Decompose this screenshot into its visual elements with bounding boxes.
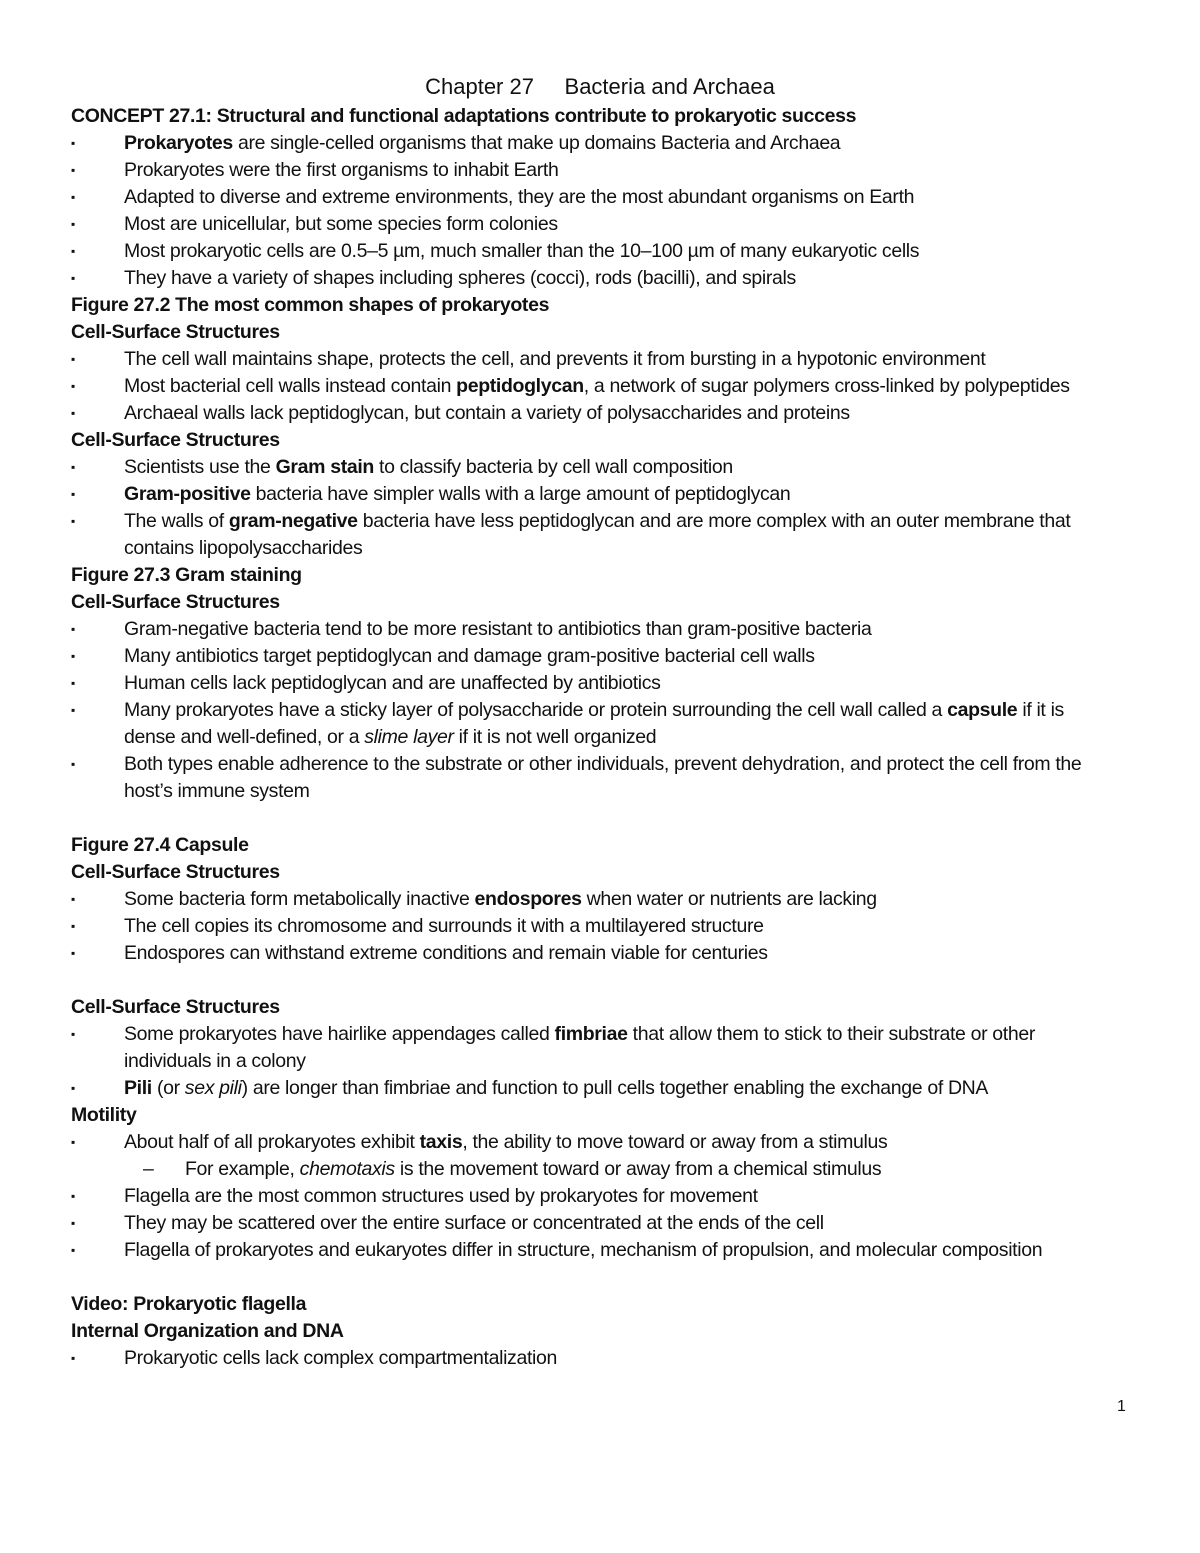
section-heading (71, 1291, 1131, 1318)
bullet-icon: ▪ (71, 352, 75, 366)
section-heading (71, 859, 1131, 886)
text-run: Most are unicellular, but some species form colonies (124, 213, 558, 235)
bullet-continuation (71, 1048, 1131, 1075)
bullet-icon: ▪ (71, 163, 75, 177)
bullet-icon: ▪ (71, 1243, 75, 1257)
section-heading (71, 562, 1131, 589)
text-run: Internal Organization and DNA (71, 1320, 344, 1342)
text-run: bacteria have less peptidoglycan and are more complex with an outer membrane that (357, 510, 1071, 532)
bullet-item (71, 697, 1131, 724)
bullet-icon: ▪ (71, 1189, 75, 1203)
bullet-icon: ▪ (71, 271, 75, 285)
bullet-icon: ▪ (71, 676, 75, 690)
text-run: Human cells lack peptidoglycan and are unaffected by antibiotics (124, 672, 661, 694)
text-run: is the movement toward or away from a chemical stimulus (394, 1158, 882, 1180)
bullet-item (71, 130, 1131, 157)
italic-term: sex pili (184, 1077, 242, 1099)
text-run: About half of all prokaryotes exhibit (124, 1131, 420, 1153)
bullet-item (71, 1183, 1131, 1210)
text-run: when water or nutrients are lacking (581, 888, 877, 910)
bullet-icon: ▪ (71, 1081, 75, 1095)
bullet-item (71, 1210, 1131, 1237)
text-run: Cell-Surface Structures (71, 861, 280, 883)
text-run: Flagella are the most common structures used by prokaryotes for movement (124, 1185, 758, 1207)
bullet-item (71, 508, 1131, 535)
page-number: 1 (1117, 1398, 1126, 1415)
bullet-item (71, 454, 1131, 481)
text-run: Prokaryotic cells lack complex compartmentalization (124, 1347, 557, 1369)
bullet-icon: ▪ (71, 946, 75, 960)
blank-line (71, 805, 1131, 832)
section-heading (71, 319, 1131, 346)
bullet-item (71, 481, 1131, 508)
text-run: Archaeal walls lack peptidoglycan, but contain a variety of polysaccharides and proteins (124, 402, 850, 424)
bullet-item (71, 643, 1131, 670)
text-run: Figure 27.4 Capsule (71, 834, 249, 856)
text-run: dense and well-defined, or a (124, 726, 365, 748)
bullet-icon: ▪ (71, 460, 75, 474)
bullet-item (71, 211, 1131, 238)
text-run: CONCEPT 27.1: Structural and functional adaptations contribute to prokaryotic success (71, 105, 857, 127)
bullet-item (71, 373, 1131, 400)
text-run: Some bacteria form metabolically inactive (124, 888, 475, 910)
page-title: Chapter 27 Bacteria and Archaea (425, 74, 775, 99)
text-run: Flagella of prokaryotes and eukaryotes differ in structure, mechanism of propulsion, and molecular composition (124, 1239, 1043, 1261)
section-heading (71, 292, 1131, 319)
text-run: Cell-Surface Structures (71, 429, 280, 451)
text-run: The cell copies its chromosome and surrounds it with a multilayered structure (124, 915, 764, 937)
italic-term: slime layer (364, 726, 454, 748)
bullet-item (71, 1237, 1131, 1264)
text-run: Many prokaryotes have a sticky layer of polysaccharide or protein surrounding the cell wall called a (124, 699, 948, 721)
bullet-continuation (71, 535, 1131, 562)
text-run: , a network of sugar polymers cross-linked by polypeptides (583, 375, 1070, 397)
bold-term: Pili (124, 1077, 152, 1099)
bullet-icon: ▪ (71, 244, 75, 258)
sub-bullet-item (71, 1156, 1131, 1183)
text-run: ) are longer than fimbriae and function to pull cells together enabling the exchange of DNA (241, 1077, 989, 1099)
text-run: to classify bacteria by cell wall composition (373, 456, 733, 478)
bullet-icon: ▪ (71, 1216, 75, 1230)
blank-line (71, 1264, 1131, 1291)
section-heading (71, 103, 1131, 130)
text-run: Cell-Surface Structures (71, 591, 280, 613)
bullet-item (71, 1345, 1131, 1372)
section-heading (71, 427, 1131, 454)
dash-icon: – (143, 1158, 154, 1180)
text-run: Most prokaryotic cells are 0.5–5 µm, much smaller than the 10–100 µm of many eukaryotic cells (124, 240, 920, 262)
document-body (71, 103, 1131, 1372)
bullet-item (71, 1129, 1131, 1156)
bullet-icon: ▪ (71, 217, 75, 231)
bullet-icon: ▪ (71, 703, 75, 717)
text-run: Most bacterial cell walls instead contain (124, 375, 457, 397)
bullet-item (71, 913, 1131, 940)
bullet-item (71, 157, 1131, 184)
bold-term: gram-negative (228, 510, 358, 532)
bullet-icon: ▪ (71, 622, 75, 636)
bold-term: endospores (474, 888, 582, 910)
text-run: are single-celled organisms that make up domains Bacteria and Archaea (232, 132, 841, 154)
bold-term: taxis (419, 1131, 463, 1153)
bullet-icon: ▪ (71, 514, 75, 528)
bullet-item (71, 1075, 1131, 1102)
text-run: They may be scattered over the entire surface or concentrated at the ends of the cell (124, 1212, 824, 1234)
bullet-item (71, 400, 1131, 427)
bullet-icon: ▪ (71, 379, 75, 393)
bullet-item (71, 265, 1131, 292)
text-run: Prokaryotes were the first organisms to inhabit Earth (124, 159, 559, 181)
text-run: Cell-Surface Structures (71, 996, 280, 1018)
text-run: Many antibiotics target peptidoglycan and damage gram-positive bacterial cell walls (124, 645, 815, 667)
bold-term: capsule (947, 699, 1018, 721)
bullet-icon: ▪ (71, 757, 75, 771)
text-run: bacteria have simpler walls with a large amount of peptidoglycan (250, 483, 791, 505)
bullet-item (71, 751, 1131, 778)
text-run: if it is not well organized (453, 726, 657, 748)
section-heading (71, 994, 1131, 1021)
text-run: The walls of (124, 510, 229, 532)
bold-term: Prokaryotes (124, 132, 233, 154)
bold-term: Gram stain (275, 456, 374, 478)
text-run: (or (151, 1077, 185, 1099)
bullet-icon: ▪ (71, 190, 75, 204)
text-run: individuals in a colony (124, 1050, 306, 1072)
text-run: For example, (185, 1158, 300, 1180)
italic-term: chemotaxis (299, 1158, 395, 1180)
text-run: , the ability to move toward or away from a stimulus (462, 1131, 888, 1153)
section-heading (71, 1102, 1131, 1129)
bullet-item (71, 346, 1131, 373)
bullet-icon: ▪ (71, 919, 75, 933)
bold-term: peptidoglycan (456, 375, 584, 397)
text-run: Scientists use the (124, 456, 276, 478)
section-heading (71, 1318, 1131, 1345)
bold-term: Gram-positive (124, 483, 251, 505)
text-run: Video: Prokaryotic flagella (71, 1293, 307, 1315)
text-run: They have a variety of shapes including spheres (cocci), rods (bacilli), and spirals (124, 267, 796, 289)
text-run: Adapted to diverse and extreme environments, they are the most abundant organisms on Earth (124, 186, 915, 208)
section-heading (71, 832, 1131, 859)
text-run: Figure 27.3 Gram staining (71, 564, 302, 586)
bullet-item (71, 670, 1131, 697)
text-run: contains lipopolysaccharides (124, 537, 363, 559)
text-run: The cell wall maintains shape, protects the cell, and prevents it from bursting in a hypotonic environment (124, 348, 986, 370)
bullet-icon: ▪ (71, 1351, 75, 1365)
text-run: Cell-Surface Structures (71, 321, 280, 343)
section-heading (71, 589, 1131, 616)
bullet-item (71, 238, 1131, 265)
bullet-item (71, 184, 1131, 211)
text-run: Endospores can withstand extreme conditions and remain viable for centuries (124, 942, 768, 964)
bullet-item (71, 1021, 1131, 1048)
bullet-icon: ▪ (71, 1135, 75, 1149)
bullet-icon: ▪ (71, 892, 75, 906)
bullet-icon: ▪ (71, 1027, 75, 1041)
bullet-continuation (71, 778, 1131, 805)
text-run: if it is (1017, 699, 1064, 721)
text-run: Some prokaryotes have hairlike appendages called (124, 1023, 555, 1045)
bullet-item (71, 886, 1131, 913)
text-run: host’s immune system (124, 780, 310, 802)
bullet-item (71, 616, 1131, 643)
text-run: that allow them to stick to their substrate or other (627, 1023, 1036, 1045)
text-run: Motility (71, 1104, 137, 1126)
text-run: Gram-negative bacteria tend to be more resistant to antibiotics than gram-positive bacteria (124, 618, 872, 640)
bullet-icon: ▪ (71, 487, 75, 501)
bullet-item (71, 940, 1131, 967)
bullet-icon: ▪ (71, 406, 75, 420)
blank-line (71, 967, 1131, 994)
text-run: Figure 27.2 The most common shapes of prokaryotes (71, 294, 550, 316)
bullet-icon: ▪ (71, 136, 75, 150)
bold-term: fimbriae (554, 1023, 628, 1045)
text-run: Both types enable adherence to the substrate or other individuals, prevent dehydration, and protect the cell from the (124, 753, 1082, 775)
bullet-icon: ▪ (71, 649, 75, 663)
bullet-continuation (71, 724, 1131, 751)
